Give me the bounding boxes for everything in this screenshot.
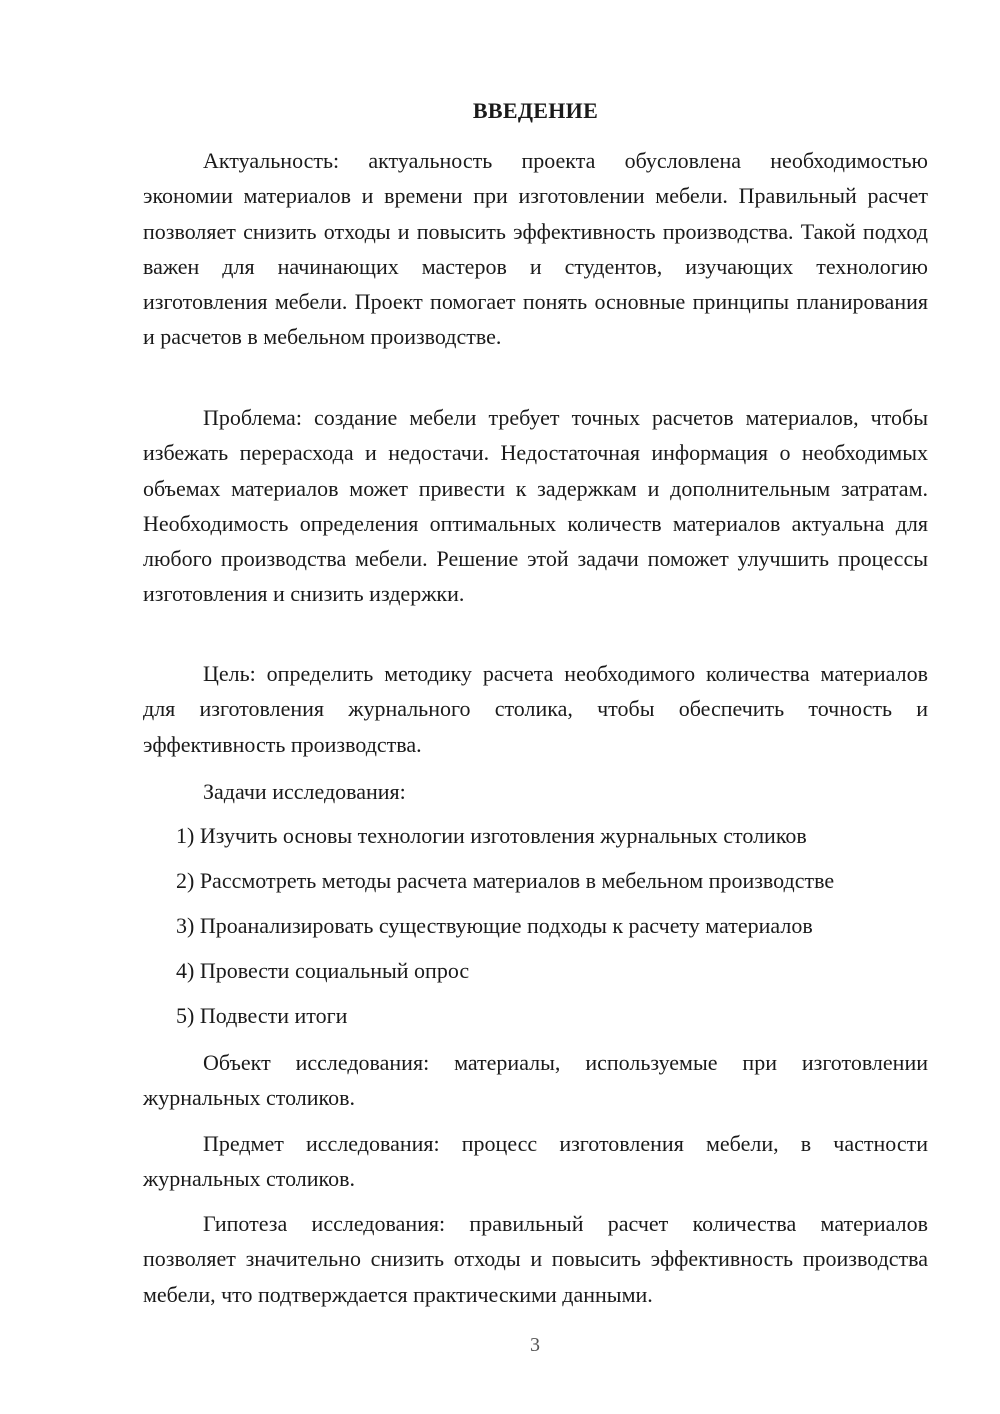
paragraph-hypothesis: Гипотеза исследования: правильный расчет количества материалов позволяет значительно снизить отходы и повысить эффективность производства мебели, что подтверждается практическими данными. xyxy=(143,1211,928,1307)
paragraph-relevance: Актуальность: актуальность проекта обусловлена необходимостью экономии материалов и времени при изготовлении мебели. Правильный расчет позволяет снизить отходы и повысить эффективность производства. Такой подход важен для начинающих мастеров и студентов, изучающих технологию изготовления мебели. Проект помогает понять основные принципы планирования и расчетов в мебельном производстве. xyxy=(143,148,928,350)
paragraph-problem: Проблема: создание мебели требует точных расчетов материалов, чтобы избежать перерасхода и недостачи. Недостаточная информация о необходимых объемах материалов может привести к задержкам и дополнительным затратам. Необходимость определения оптимальных количеств материалов актуальна для любого производства мебели. Решение этой задачи поможет улучшить процессы изготовления и снизить издержки. xyxy=(143,405,928,607)
page-title: ВВЕДЕНИЕ xyxy=(472,98,599,123)
paragraph-subject: Предмет исследования: процесс изготовления мебели, в частности журнальных столиков. xyxy=(143,1131,928,1192)
task-item-1: 1) Изучить основы технологии изготовления журнальных столиков xyxy=(176,823,807,848)
task-item-5: 5) Подвести итоги xyxy=(176,1003,348,1028)
task-item-3: 3) Проанализировать существующие подходы к расчету материалов xyxy=(176,913,813,938)
paragraph-object: Объект исследования: материалы, используемые при изготовлении журнальных столиков. xyxy=(143,1050,928,1111)
task-item-4: 4) Провести социальный опрос xyxy=(176,958,470,983)
tasks-heading: Задачи исследования: xyxy=(203,779,406,804)
task-item-2: 2) Рассмотреть методы расчета материалов в мебельном производстве xyxy=(176,868,835,893)
page-number: 3 xyxy=(530,1334,540,1356)
paragraph-goal: Цель: определить методику расчета необходимого количества материалов для изготовления журнального столика, чтобы обеспечить точность и эффективность производства. xyxy=(143,661,928,757)
